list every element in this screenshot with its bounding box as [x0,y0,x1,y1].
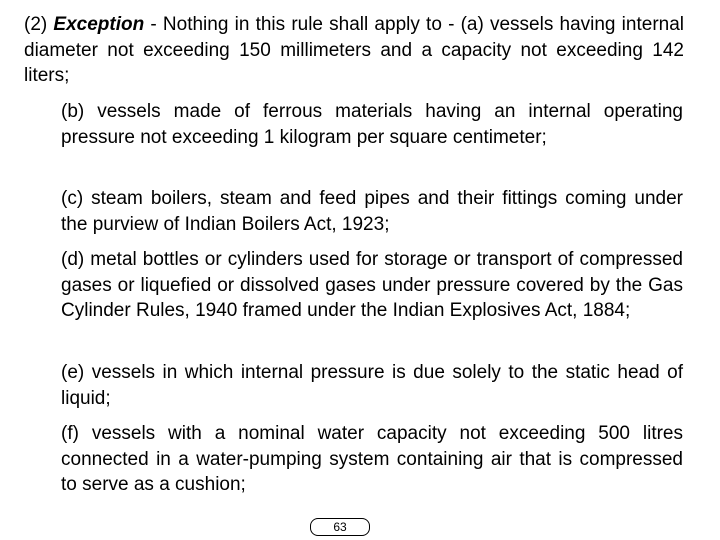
exception-item-d: (d) metal bottles or cylinders used for storage or transport of compressed gases or liquefied or dissolved gases under pressure covered by the Gas Cylinder Rules, 1940 framed under the Indian Explosives Act, 1884; [61,249,683,322]
exception-item-e: (e) vessels in which internal pressure is due solely to the static head of liquid; [61,362,683,409]
clause-number: (2) [24,14,48,35]
exception-item-f: (f) vessels with a nominal water capacity not exceeding 500 litres connected in a water-pumping system containing air that is compressed to serve as a cushion; [61,423,683,496]
exception-item-b: (b) vessels made of ferrous materials having an internal operating pressure not exceeding 1 kilogram per square centimeter; [61,101,683,148]
exception-item-c: (c) steam boilers, steam and feed pipes and their fittings coming under the purview of Indian Boilers Act, 1923; [61,188,683,235]
page-number-badge: 63 [310,518,370,536]
exception-paragraph [24,12,684,89]
exception-label: Exception [53,14,145,35]
exception-intro-text: - Nothing in this rule shall apply to - (a) vessels having internal diameter not exceeding 150 millimeters and a capacity not exceeding 142 liters; [24,14,685,87]
